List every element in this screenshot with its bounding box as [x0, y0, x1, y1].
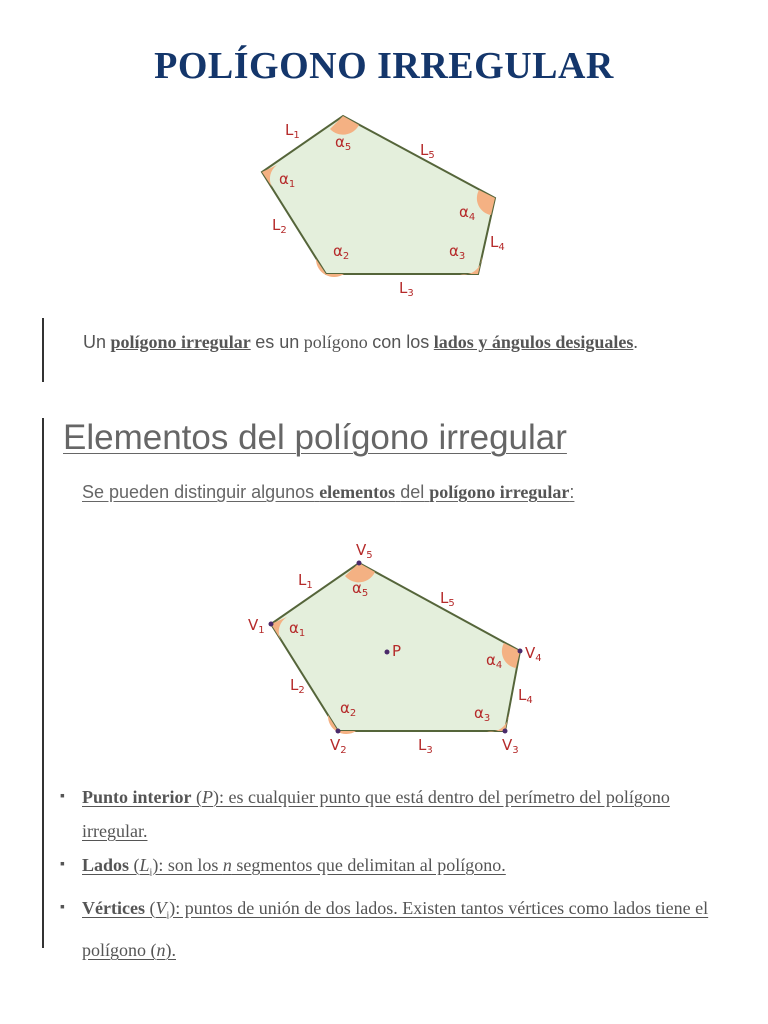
angle-label-a2: $\alpha_2$	[333, 242, 350, 262]
intro-bold-1: polígono irregular	[110, 332, 251, 352]
vertex-label-v1: $V_1$	[248, 616, 265, 636]
angle-label-a4: $\alpha_4$	[459, 203, 476, 223]
interior-point-label: P	[392, 642, 402, 660]
vertex-dot-2	[336, 729, 341, 734]
bullet-icon: ▪	[60, 789, 65, 804]
list-item-vertices: ▪ Vértices $(V_i)$: puntos de unión de dos lados. Existen tantos vértices como lados tiene el polígono (n).	[60, 891, 715, 968]
intro-word-2: es un	[255, 332, 300, 352]
polygon-figure-1	[250, 108, 530, 300]
bullet-icon: ▪	[60, 899, 65, 915]
section-subtitle: Se pueden distinguir algunos elementos del polígono irregular:	[82, 482, 575, 502]
side-label-l3: $L_3$	[399, 279, 414, 299]
vertex-dot-5	[357, 561, 362, 566]
bullet-icon: ▪	[60, 857, 65, 872]
side-label-l1b: $L_1$	[298, 571, 313, 591]
angle-label-a5: $\alpha_5$	[335, 133, 352, 153]
side-label-l1: $L_1$	[285, 121, 300, 141]
side-label-l2b: $L_2$	[290, 676, 305, 696]
intro-word-3: polígono	[303, 332, 368, 352]
subtitle-bold-1: elementos	[319, 482, 396, 502]
intro-word-4: con los	[372, 332, 430, 352]
left-margin-bar-2	[42, 418, 44, 948]
subtitle-bold-2: polígono irregular	[429, 482, 570, 502]
section-heading: Elementos del polígono irregular	[63, 418, 567, 457]
side-label-l5b: $L_5$	[440, 589, 455, 609]
vertex-label-v3: $V_3$	[502, 736, 519, 756]
vertex-dot-4	[518, 649, 523, 654]
side-label-l5: $L_5$	[420, 141, 435, 161]
side-label-l3b: $L_3$	[418, 736, 433, 756]
angle-label-a2b: $\alpha_2$	[340, 699, 357, 719]
angle-label-a5b: $\alpha_5$	[352, 579, 369, 599]
vertex-label-v2: $V_2$	[330, 736, 347, 756]
intro-bold-2: lados y ángulos desiguales	[433, 332, 634, 352]
polygon-figure-2	[240, 535, 550, 760]
angle-label-a3b: $\alpha_3$	[474, 704, 491, 724]
angle-label-a1b: $\alpha_1$	[289, 619, 306, 639]
intro-word-1: Un	[83, 332, 107, 352]
angle-label-a3: $\alpha_3$	[449, 242, 466, 262]
angle-label-a4b: $\alpha_4$	[486, 651, 503, 671]
left-margin-bar-1	[42, 318, 44, 382]
intro-paragraph	[55, 326, 713, 358]
list-item-sides: ▪ Lados $(L_i)$: son los n segmentos que delimitan al polígono.	[60, 848, 715, 891]
side-label-l4b: $L_4$	[518, 686, 533, 706]
interior-point-dot	[385, 650, 390, 655]
vertex-dot-1	[269, 622, 274, 627]
page-title: POLÍGONO IRREGULAR	[154, 45, 614, 87]
side-label-l4: $L_4$	[490, 233, 505, 253]
angle-label-a1: $\alpha_1$	[279, 170, 296, 190]
side-label-l2: $L_2$	[272, 216, 287, 236]
vertex-dot-3	[503, 729, 508, 734]
list-item-interior-point: ▪ Punto interior (P): es cualquier punto que está dentro del perímetro del polígono irregular.	[60, 780, 715, 848]
vertex-label-v5: $V_5$	[356, 541, 373, 561]
intro-end: .	[633, 332, 638, 352]
vertex-label-v4: $V_4$	[525, 644, 542, 664]
elements-list	[60, 780, 715, 967]
